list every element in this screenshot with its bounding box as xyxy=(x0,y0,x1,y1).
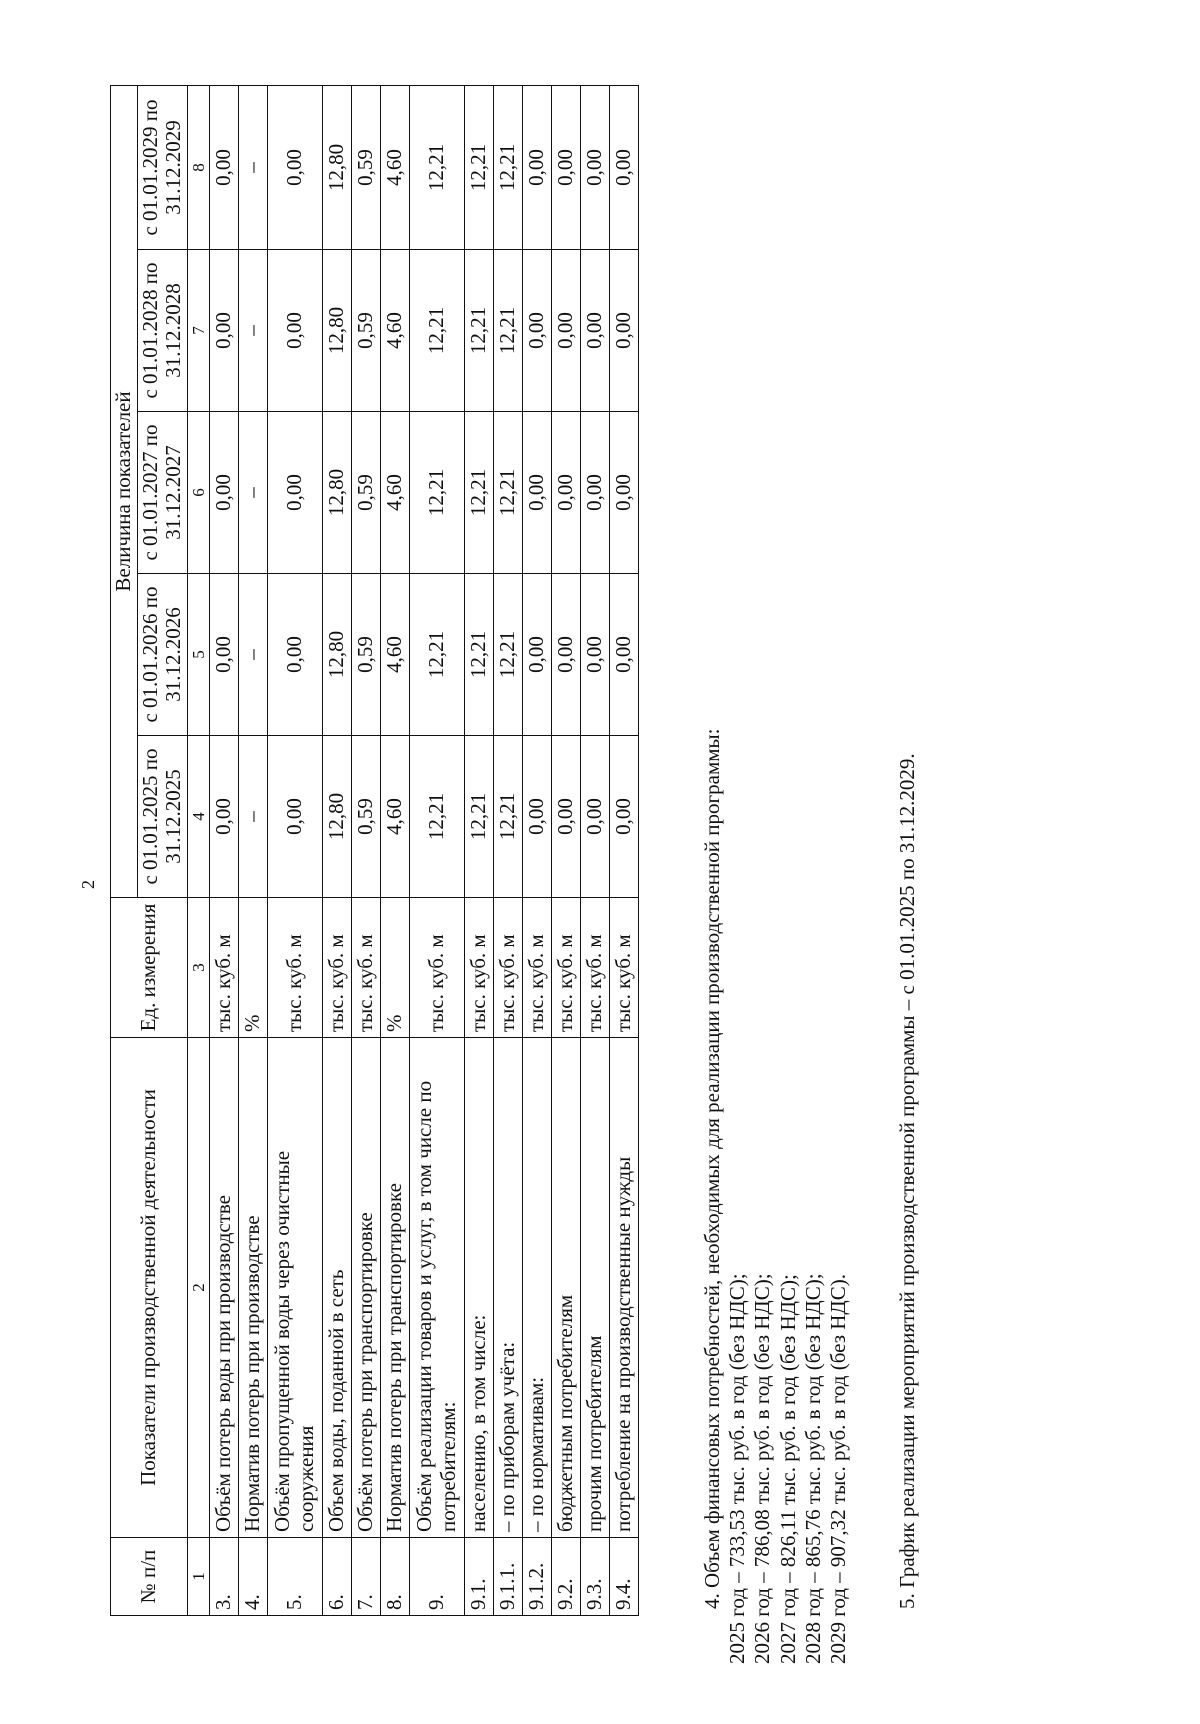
row-indicator-name: Объем воды, поданной в сеть xyxy=(322,1038,351,1538)
row-value: 0,00 xyxy=(267,250,322,412)
page-number: 2 xyxy=(78,880,98,889)
row-value: 0,00 xyxy=(551,412,580,574)
row-value: 12,21 xyxy=(464,412,493,574)
row-value: 0,00 xyxy=(209,736,238,898)
row-value: 4,60 xyxy=(380,736,409,898)
row-number: 5. xyxy=(267,1538,322,1616)
row-unit: % xyxy=(238,898,267,1038)
row-unit: тыс. куб. м xyxy=(322,898,351,1038)
row-indicator-name: Объём пропущенной воды через очистные сооружения xyxy=(267,1038,322,1538)
row-indicator-name: потребление на производственные нужды xyxy=(609,1038,638,1538)
row-value: 0,00 xyxy=(267,85,322,249)
row-value: 0,00 xyxy=(551,250,580,412)
row-value: 0,00 xyxy=(551,736,580,898)
section-4-line: 2027 год – 826,11 тыс. руб. в год (без НДС); xyxy=(775,1274,800,1664)
section-4-line: 2026 год – 786,08 тыс. руб. в год (без НДС); xyxy=(750,1273,775,1664)
table-row xyxy=(322,85,351,1615)
row-unit: % xyxy=(380,898,409,1038)
column-number: 3 xyxy=(187,898,209,1038)
row-value: 0,59 xyxy=(351,85,380,249)
row-value: 12,80 xyxy=(322,736,351,898)
row-value: 0,00 xyxy=(580,736,609,898)
row-value: 0,00 xyxy=(209,85,238,249)
row-value: 12,21 xyxy=(464,85,493,249)
row-value: 0,00 xyxy=(267,736,322,898)
table-row xyxy=(609,85,638,1615)
header-period: с 01.01.2028 по 31.12.2028 xyxy=(137,250,187,412)
row-unit: тыс. куб. м xyxy=(551,898,580,1038)
row-number: 9.1. xyxy=(464,1538,493,1616)
table-row xyxy=(380,85,409,1615)
column-number: 4 xyxy=(187,736,209,898)
row-unit: тыс. куб. м xyxy=(464,898,493,1038)
row-unit: тыс. куб. м xyxy=(267,898,322,1038)
table-row xyxy=(409,85,464,1615)
row-unit: тыс. куб. м xyxy=(351,898,380,1038)
row-value: 12,21 xyxy=(409,412,464,574)
header-period: с 01.01.2026 по 31.12.2026 xyxy=(137,574,187,736)
row-indicator-name: – по приборам учёта: xyxy=(493,1038,522,1538)
row-value: 0,00 xyxy=(522,574,551,736)
column-number: 7 xyxy=(187,250,209,412)
row-value: 0,00 xyxy=(522,736,551,898)
row-indicator-name: населению, в том числе: xyxy=(464,1038,493,1538)
row-unit: тыс. куб. м xyxy=(522,898,551,1038)
header-group: Величина показателей xyxy=(111,85,138,897)
row-number: 4. xyxy=(238,1538,267,1616)
row-value: 0,00 xyxy=(580,412,609,574)
column-number: 1 xyxy=(187,1538,209,1616)
row-value: – xyxy=(238,85,267,249)
row-value: – xyxy=(238,736,267,898)
column-number: 5 xyxy=(187,574,209,736)
row-value: 0,00 xyxy=(551,85,580,249)
row-indicator-name: Объём потерь воды при производстве xyxy=(209,1038,238,1538)
row-value: 12,21 xyxy=(409,736,464,898)
row-number: 3. xyxy=(209,1538,238,1616)
section-4-line: 2029 год – 907,32 тыс. руб. в год (без НДС). xyxy=(825,1273,850,1664)
row-number: 9.3. xyxy=(580,1538,609,1616)
row-indicator-name: – по нормативам: xyxy=(522,1038,551,1538)
row-indicator-name: прочим потребителям xyxy=(580,1038,609,1538)
table-header-row xyxy=(111,85,138,1615)
row-number: 9.2. xyxy=(551,1538,580,1616)
row-value: 12,80 xyxy=(322,412,351,574)
row-value: 12,21 xyxy=(409,250,464,412)
header-name: Показатели производственной деятельности xyxy=(111,1038,188,1538)
row-value: 4,60 xyxy=(380,412,409,574)
row-value: 0,59 xyxy=(351,574,380,736)
row-value: 0,00 xyxy=(551,574,580,736)
table-row xyxy=(351,85,380,1615)
row-indicator-name: Норматив потерь при транспортировке xyxy=(380,1038,409,1538)
row-value: 0,00 xyxy=(580,574,609,736)
row-value: 12,21 xyxy=(493,574,522,736)
row-value: 0,59 xyxy=(351,250,380,412)
column-number: 2 xyxy=(187,1038,209,1538)
row-number: 7. xyxy=(351,1538,380,1616)
row-value: 12,21 xyxy=(493,412,522,574)
table-row xyxy=(551,85,580,1615)
row-value: 0,00 xyxy=(522,250,551,412)
row-value: 0,00 xyxy=(609,574,638,736)
row-value: – xyxy=(238,574,267,736)
row-unit: тыс. куб. м xyxy=(209,898,238,1038)
table-row xyxy=(238,85,267,1615)
table-row xyxy=(267,85,322,1615)
row-unit: тыс. куб. м xyxy=(580,898,609,1038)
table-body xyxy=(209,85,638,1615)
section-4-line: 2028 год – 865,76 тыс. руб. в год (без НДС); xyxy=(800,1273,825,1664)
row-value: – xyxy=(238,250,267,412)
row-indicator-name: бюджетным потребителям xyxy=(551,1038,580,1538)
row-value: 0,00 xyxy=(209,412,238,574)
table-row xyxy=(464,85,493,1615)
row-unit: тыс. куб. м xyxy=(609,898,638,1038)
row-value: 0,00 xyxy=(267,412,322,574)
column-number: 8 xyxy=(187,85,209,249)
column-number-row xyxy=(187,85,209,1615)
row-value: 12,21 xyxy=(464,250,493,412)
row-value: 0,59 xyxy=(351,736,380,898)
header-unit: Ед. измерения xyxy=(111,898,188,1038)
header-period: с 01.01.2029 по 31.12.2029 xyxy=(137,85,187,249)
row-value: 4,60 xyxy=(380,250,409,412)
schedule-section: 5. График реализации мероприятий производственной программы – с 01.01.2025 по 31.12.2029. xyxy=(895,753,919,1609)
row-value: 12,21 xyxy=(409,574,464,736)
indicators-table xyxy=(110,85,639,1616)
row-number: 9.1.2. xyxy=(522,1538,551,1616)
row-value: 12,21 xyxy=(409,85,464,249)
row-value: 0,00 xyxy=(609,250,638,412)
row-value: 0,00 xyxy=(209,574,238,736)
row-value: 0,59 xyxy=(351,412,380,574)
row-number: 9.1.1. xyxy=(493,1538,522,1616)
table-row xyxy=(493,85,522,1615)
section-4-line: 2025 год – 733,53 тыс. руб. в год (без НДС); xyxy=(725,1273,750,1664)
table-row xyxy=(522,85,551,1615)
row-number: 9. xyxy=(409,1538,464,1616)
row-value: 12,80 xyxy=(322,250,351,412)
table-row xyxy=(580,85,609,1615)
row-value: 12,21 xyxy=(493,85,522,249)
row-unit: тыс. куб. м xyxy=(493,898,522,1038)
row-value: 12,21 xyxy=(493,250,522,412)
row-value: 0,00 xyxy=(522,85,551,249)
row-value: 4,60 xyxy=(380,574,409,736)
row-value: 0,00 xyxy=(580,250,609,412)
row-indicator-name: Норматив потерь при производстве xyxy=(238,1038,267,1538)
row-number: 9.4. xyxy=(609,1538,638,1616)
section-4-heading: 4. Объем финансовых потребностей, необходимых для реализации производственной программы: xyxy=(700,728,724,1609)
header-period: с 01.01.2025 по 31.12.2025 xyxy=(137,736,187,898)
row-value: – xyxy=(238,412,267,574)
row-value: 0,00 xyxy=(522,412,551,574)
row-indicator-name: Объём потерь при транспортировке xyxy=(351,1038,380,1538)
row-value: 12,80 xyxy=(322,574,351,736)
row-value: 0,00 xyxy=(580,85,609,249)
row-value: 12,21 xyxy=(464,736,493,898)
column-number: 6 xyxy=(187,412,209,574)
header-num: № п/п xyxy=(111,1538,188,1616)
header-period: с 01.01.2027 по 31.12.2027 xyxy=(137,412,187,574)
row-indicator-name: Объём реализации товаров и услуг, в том числе по потребителям: xyxy=(409,1038,464,1538)
row-value: 0,00 xyxy=(609,412,638,574)
row-value: 12,80 xyxy=(322,85,351,249)
row-unit: тыс. куб. м xyxy=(409,898,464,1038)
row-value: 0,00 xyxy=(209,250,238,412)
row-value: 0,00 xyxy=(267,574,322,736)
row-value: 0,00 xyxy=(609,85,638,249)
row-value: 0,00 xyxy=(609,736,638,898)
row-value: 12,21 xyxy=(464,574,493,736)
financial-needs-section xyxy=(700,64,851,1664)
row-value: 4,60 xyxy=(380,85,409,249)
row-number: 8. xyxy=(380,1538,409,1616)
table-row xyxy=(209,85,238,1615)
row-value: 12,21 xyxy=(493,736,522,898)
row-number: 6. xyxy=(322,1538,351,1616)
